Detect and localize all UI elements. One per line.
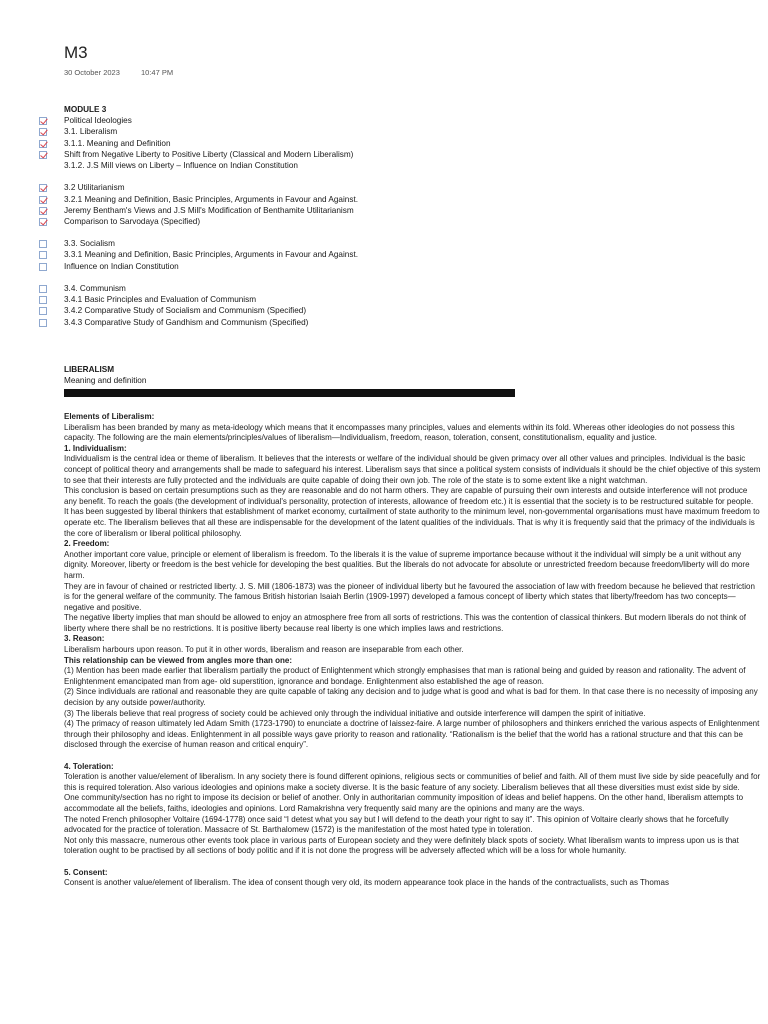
- body-heading: 3. Reason:: [64, 634, 105, 644]
- module-item: [64, 160, 704, 171]
- body-heading: 4. Toleration:: [64, 761, 114, 771]
- unchecked-checkbox[interactable]: [39, 240, 47, 248]
- note-meta: [64, 68, 192, 77]
- body-paragraph: Individualism is the central idea or theme of liberalism. It believes that the interests or welfare of the individual should be given primacy over all other values and principles. Individual is the basic concept of political theory and arrangements shall be made to safeguard his interest. Liberalism says that since a political system consists of individuals it should be the chief objective of this system to see that their interests are fully protected and the individuals are quite capable of doing their own job. The role of the state is to some extent like a night watchman.: [64, 454, 761, 485]
- section-header: [64, 364, 146, 386]
- body-heading: 1. Individualism:: [64, 443, 127, 453]
- body-paragraph: Liberalism harbours upon reason. To put it in other words, liberalism and reason are inseparable from each other.: [64, 645, 464, 655]
- module-item-label: 3.2 Utilitarianism: [64, 183, 125, 193]
- module-item-label: 3.3. Socialism: [64, 239, 115, 249]
- module-item: [64, 249, 704, 260]
- checked-checkbox[interactable]: [39, 196, 47, 204]
- module-heading: MODULE 3: [64, 105, 107, 114]
- body-text: [64, 412, 761, 889]
- unchecked-checkbox[interactable]: [39, 285, 47, 293]
- checked-checkbox[interactable]: [39, 184, 47, 192]
- module-item: [64, 115, 704, 126]
- module-item-label: 3.4.1 Basic Principles and Evaluation of Communism: [64, 295, 257, 305]
- body-paragraph: Toleration is another value/element of liberalism. In any society there is found different opinions, religious sects or communities of belief and faith. All of them must live side by side peacefully and for this is required toleration. Also various ideologies and opinions make a society diverse. It is the basic feature of any society. Liberalism believes that all these diversities must exist side by side.: [64, 772, 761, 792]
- checked-checkbox[interactable]: [39, 218, 47, 226]
- body-paragraph: This conclusion is based on certain presumptions such as they are reasonable and do not harm others. They are capable of pursuing their own interests and outside interference will not produce any benefit. To reach the goals (the development of individual's personality, protection of interests, allowance of freedom etc.) it is essential that the society is to be restructured suitable for people.: [64, 486, 754, 506]
- module-item-list: [64, 115, 704, 328]
- spacer: [64, 272, 704, 283]
- module-item-label: 3.3.1 Meaning and Definition, Basic Principles, Arguments in Favour and Against.: [64, 250, 359, 260]
- body-paragraph: Liberalism has been branded by many as meta-ideology which means that it encompasses many principles, values and elements within its fold. Whereas other ideologies do not possess this capacity. The following are the main elements/principles/values of liberalism—Individualism, freedom, reason, toleration, consent, constitutionalism, equality and justice.: [64, 422, 735, 443]
- module-item: [64, 126, 704, 137]
- body-paragraph: One community/section has no right to impose its decision or belief of another. Only in authoritarian community imposition of ideas and belief happens. On the other hand, liberalism attempts to accommodate all the beliefs, faiths, ideologies and opinions. Lord Ramakrishna very frequently said many are the opinions and many are the ways.: [64, 793, 744, 813]
- checked-checkbox[interactable]: [39, 151, 47, 159]
- module-item: [64, 238, 704, 249]
- body-heading: Elements of Liberalism:: [64, 412, 155, 421]
- checked-checkbox[interactable]: [39, 117, 47, 125]
- body-paragraph: (3) The liberals believe that real progress of society could be achieved only through the individual initiative and outside interference will dampen the spirit of initiative.: [64, 708, 646, 718]
- body-paragraph: Not only this massacre, numerous other events took place in various parts of European society and they were definitely black spots of society. What liberalism wants to impress upon us is that toleration ought to be practised by all sections of body politic and if it is not done the progress will be adversely affected which will be a loss for whole humanity.: [64, 835, 739, 856]
- module-item: [64, 305, 704, 316]
- module-item-label: 3.4. Communism: [64, 284, 126, 294]
- body-heading: 2. Freedom:: [64, 539, 110, 549]
- module-item: [64, 138, 704, 149]
- note-date: 30 October 2023: [64, 68, 120, 77]
- body-heading: 5. Consent:: [64, 867, 108, 877]
- module-item-label: 3.4.2 Comparative Study of Socialism and Communism (Specified): [64, 306, 307, 316]
- unchecked-checkbox[interactable]: [39, 263, 47, 271]
- note-title: M3: [64, 43, 88, 62]
- section-heading: LIBERALISM: [64, 365, 115, 374]
- module-item-label: Jeremy Bentham's Views and J.S Mill's Modification of Benthamite Utilitarianism: [64, 205, 354, 215]
- body-paragraph: (1) Mention has been made earlier that liberalism partially the product of Enlightenment which strongly emphasises that man is rational being and guided by reason and rationality. The advent of Enlightenment emancipated man from age- old superstition, ignorance and bondage. Enlightenment also established the age of reason.: [64, 666, 746, 686]
- module-item: [64, 149, 704, 160]
- module-outline: [64, 104, 704, 328]
- checked-checkbox[interactable]: [39, 128, 47, 136]
- module-item: [64, 317, 704, 328]
- module-item: [64, 261, 704, 272]
- module-item-label: 3.1. Liberalism: [64, 127, 118, 137]
- module-item: [64, 182, 704, 193]
- module-item: [64, 194, 704, 205]
- unchecked-checkbox[interactable]: [39, 319, 47, 327]
- spacer: [64, 227, 704, 238]
- checked-checkbox[interactable]: [39, 207, 47, 215]
- body-paragraph: It has been suggested by liberal thinkers that establishment of market economy, curtailment of state authority to the minimum level, non-governmental organisations must have maximum freedom to operate etc. The liberalism believes that all these are indispensable for the development of the latent qualities of the individuals. That is why it is frequently said that the primacy of the individuals is the core of liberalism or liberal political philosophy.: [64, 507, 760, 538]
- unchecked-checkbox[interactable]: [39, 296, 47, 304]
- module-item-label: Political Ideologies: [64, 116, 132, 126]
- unchecked-checkbox[interactable]: [39, 307, 47, 315]
- body-paragraph: (4) The primacy of reason ultimately led Adam Smith (1723-1790) to enunciate a doctrine of laissez-faire. A large number of philosophers and thinkers enriched the various aspects of Enlightenment through their philosophy and ideas. Enlightenment in all possible ways gave priority to reason and rationality. “Rationalism is the belief that the world has a rational structure and that this can be disclosed through the exercise of human reason and critical enquiry”.: [64, 719, 760, 750]
- checked-checkbox[interactable]: [39, 140, 47, 148]
- module-item-label: Comparison to Sarvodaya (Specified): [64, 216, 201, 226]
- module-item-label: 3.1.2. J.S Mill views on Liberty – Influence on Indian Constitution: [64, 160, 298, 170]
- body-paragraph: They are in favour of chained or restricted liberty. J. S. Mill (1806-1873) was the pioneer of individual liberty but he favoured the association of law with freedom because he believed that restriction is for the general welfare of the community. The famous British historian Isaiah Berlin (1909-1997) developed a famous concept of liberty which states that liberty/freedom has two concepts—negative and positive.: [64, 581, 755, 612]
- module-item-label: Influence on Indian Constitution: [64, 261, 179, 271]
- note-time: 10:47 PM: [140, 68, 174, 77]
- unchecked-checkbox[interactable]: [39, 251, 47, 259]
- section-subheading: Meaning and definition: [64, 376, 147, 386]
- spacer: [64, 751, 761, 762]
- module-item: [64, 205, 704, 216]
- body-paragraph: The noted French philosopher Voltaire (1694-1778) once said “I detest what you say but I will defend to the death your right to say it”. This opinion of Voltaire clearly shows that he forcefully advocated for the practice of toleration. Massacre of St. Barthalomew (1572) is the manifestation of the most hated type in toleration.: [64, 814, 729, 835]
- module-item: [64, 294, 704, 305]
- body-paragraph: Consent is another value/element of liberalism. The idea of consent though very old, its modern appearance took place in the hands of the contractualists, such as Thomas: [64, 878, 669, 888]
- body-paragraph: Another important core value, principle or element of liberalism is freedom. To the liberals it is the value of supreme importance because without it the individual will simply be a unit without any dignity. Moreover, liberty or freedom is the best vehicle for developing the best qualities. But the liberals do not advocate for absolute or unrestricted freedom because freedom/liberty will do more harm.: [64, 549, 750, 580]
- module-item-label: Shift from Negative Liberty to Positive Liberty (Classical and Modern Liberalism): [64, 149, 354, 159]
- spacer: [64, 171, 704, 182]
- spacer: [64, 857, 761, 868]
- body-heading: This relationship can be viewed from angles more than one:: [64, 655, 293, 665]
- body-paragraph: (2) Since individuals are rational and reasonable they are quite capable of taking any decision and to judge what is good and what is bad for them. In that case there is no necessity of imposing any decision by any outside power/authority.: [64, 687, 758, 708]
- module-item-label: 3.2.1 Meaning and Definition, Basic Principles, Arguments in Favour and Against.: [64, 194, 359, 204]
- module-item: [64, 216, 704, 227]
- module-item-label: 3.1.1. Meaning and Definition: [64, 138, 171, 148]
- redaction-bar: [64, 389, 515, 397]
- body-paragraph: The negative liberty implies that man should be allowed to enjoy an atmosphere free from all sorts of restrictions. This was the contention of classical thinkers. But modern liberals do not think of liberty where there shall be no restrictions. It is positive liberty because real liberty is one which implies laws and restrictions.: [64, 613, 746, 633]
- module-item-label: 3.4.3 Comparative Study of Gandhism and Communism (Specified): [64, 317, 309, 327]
- module-item: [64, 283, 704, 294]
